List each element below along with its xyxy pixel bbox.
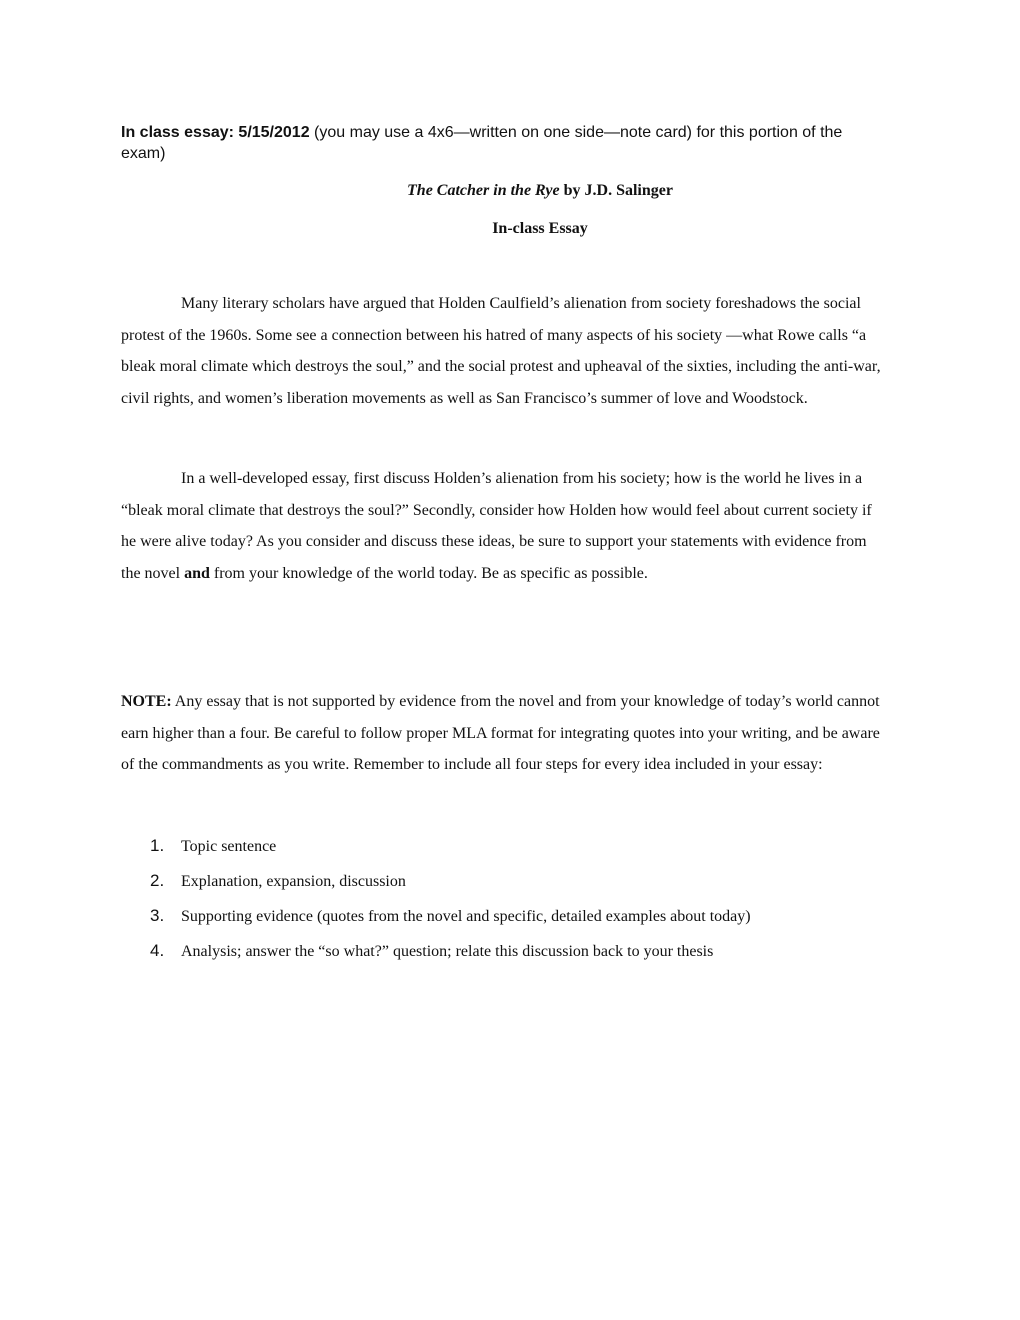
note-text: Any essay that is not supported by evidence from the novel and from your knowledge of today’s world cannot earn higher than a four. Be careful to follow proper MLA format for integrating quotes into your writing, and be aware of the commandments as you write. Remember to include all four steps for every idea included in your essay: — [121, 693, 880, 774]
note-label: NOTE: — [121, 693, 172, 710]
list-item — [150, 904, 910, 939]
step-text: Explanation, expansion, discussion — [181, 873, 406, 890]
steps-list — [150, 834, 910, 974]
exam-header — [121, 122, 881, 164]
step-number: 1. — [150, 836, 165, 855]
prompt-paragraph-1: Many literary scholars have argued that Holden Caulfield’s alienation from society foreshadows the social protest of the 1960s. Some see a connection between his hatred of many aspects of his society —what Rowe calls “a bleak moral climate which destroys the soul,” and the social protest and upheaval of the sixties, including the anti-war, civil rights, and women’s liberation movements as well as San Francisco’s summer of love and Woodstock. — [121, 295, 881, 407]
list-item — [150, 869, 910, 904]
step-number: 3. — [150, 906, 165, 925]
essay-title — [0, 181, 1020, 201]
step-text: Topic sentence — [181, 838, 277, 855]
step-number: 2. — [150, 871, 165, 890]
exam-header-note: (you may use a 4x6—written on one side—note card) for this portion of the exam) — [121, 124, 843, 162]
exam-header-label: In class essay: 5/15/2012 — [121, 124, 310, 141]
essay-subtitle: In-class Essay — [492, 220, 588, 237]
prompt-paragraph-2-start: In a well-developed essay, first discuss Holden’s alienation from his society; how is the world he lives in a “bleak moral climate that destroys the soul?” Secondly, consider how Holden how would feel about current society if he were alive today? As you consider and discuss these ideas, be sure to support your statements with evidence from the novel — [121, 470, 872, 582]
list-item — [150, 939, 910, 974]
book-author: by J.D. Salinger — [559, 182, 673, 199]
book-title: The Catcher in the Rye — [407, 182, 560, 199]
step-number: 4. — [150, 941, 165, 960]
prompt-paragraph-2-end: from your knowledge of the world today. Be as specific as possible. — [209, 564, 648, 582]
prompt-paragraph-2-emphasis: and — [184, 564, 210, 582]
prompt-paragraph-2 — [121, 463, 887, 589]
note-paragraph — [121, 686, 887, 781]
step-text: Analysis; answer the “so what?” question; relate this discussion back to your thesis — [181, 943, 714, 960]
list-item — [150, 834, 910, 869]
step-text: Supporting evidence (quotes from the novel and specific, detailed examples about today) — [181, 908, 751, 925]
